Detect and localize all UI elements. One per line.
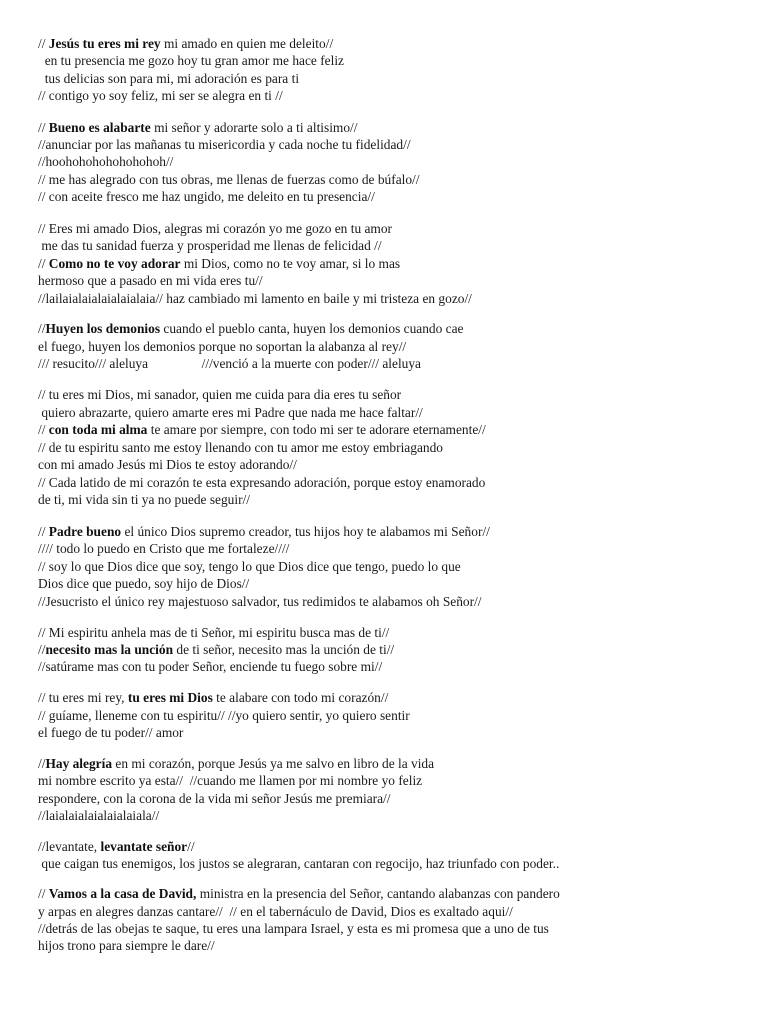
lyric-line (38, 153, 173, 170)
lyric-line (38, 523, 490, 540)
lyric-line (38, 188, 375, 205)
song-title-highlight: necesito mas la unción (45, 642, 174, 657)
lyric-text: ministra en la presencia del Señor, cantando alabanzas con pandero (196, 886, 560, 901)
lyric-text: //levantate, (38, 839, 101, 854)
lyric-text: // (38, 642, 46, 657)
lyric-text: // (38, 36, 49, 51)
lyric-text: // me has alegrado con tus obras, me llenas de fuerzas como de búfalo// (38, 172, 420, 187)
lyric-text: // con aceite fresco me haz ungido, me deleito en tu presencia// (38, 189, 375, 204)
lyric-line (38, 272, 263, 289)
lyric-text: el fuego de tu poder// amor (38, 725, 184, 740)
lyric-text: de ti, mi vida sin ti ya no puede seguir// (38, 492, 250, 507)
lyric-text: /// resucito/// aleluya ///venció a la muerte con poder/// aleluya (38, 356, 421, 371)
lyric-line (38, 52, 344, 69)
lyric-line (38, 456, 297, 473)
lyric-line (38, 593, 482, 610)
song-title-highlight: Hay alegría (45, 756, 113, 771)
lyric-text: // (187, 839, 195, 854)
lyric-text: mi nombre escrito ya esta// //cuando me llamen por mi nombre yo feliz (38, 773, 423, 788)
song-title-highlight: Bueno es alabarte (48, 120, 151, 135)
lyric-line (38, 937, 215, 954)
lyric-line (38, 474, 485, 491)
lyric-line (38, 355, 421, 372)
lyric-line (38, 136, 411, 153)
lyric-line (38, 641, 394, 658)
lyric-line (38, 119, 358, 136)
lyric-line (38, 87, 283, 104)
lyric-text: // de tu espiritu santo me estoy llenando con tu amor me estoy embriagando (38, 440, 443, 455)
lyric-text: me das tu sanidad fuerza y prosperidad me llenas de felicidad // (38, 238, 382, 253)
lyric-text: // (38, 256, 49, 271)
lyric-line (38, 724, 183, 741)
lyric-line (38, 421, 486, 438)
lyric-line (38, 689, 388, 706)
lyric-text: // guíame, lleneme con tu espiritu// //yo quiero sentir, yo quiero sentir (38, 708, 410, 723)
lyric-text: te amare por siempre, con todo mi ser te adorare eternamente// (147, 422, 486, 437)
lyric-text: // soy lo que Dios dice que soy, tengo lo que Dios dice que tengo, puedo lo que (38, 559, 461, 574)
lyric-line (38, 338, 406, 355)
lyric-line (38, 807, 159, 824)
lyric-line (38, 885, 560, 902)
lyric-line (38, 404, 423, 421)
lyric-line (38, 491, 250, 508)
lyric-text: // (38, 321, 46, 336)
lyric-text: cuando el pueblo canta, huyen los demonios cuando cae (160, 321, 464, 336)
song-title-highlight: Huyen los demonios (45, 321, 161, 336)
lyric-text: // (38, 120, 49, 135)
lyric-text: // tu eres mi rey, (38, 690, 128, 705)
song-title-highlight: Como no te voy adorar (48, 256, 181, 271)
lyric-text: // tu eres mi Dios, mi sanador, quien me cuida para dia eres tu señor (38, 387, 402, 402)
lyric-text: en tu presencia me gozo hoy tu gran amor me hace feliz (38, 53, 344, 68)
lyric-line (38, 707, 410, 724)
lyric-line (38, 920, 549, 937)
lyric-line (38, 772, 422, 789)
lyric-line (38, 35, 333, 52)
lyric-text: // (38, 756, 46, 771)
lyric-text: // (38, 886, 49, 901)
lyric-line (38, 320, 463, 337)
lyric-line (38, 755, 434, 772)
lyric-text: // (38, 422, 49, 437)
lyric-text: //laialaialaialaialaiala// (38, 808, 160, 823)
lyric-line (38, 838, 195, 855)
lyric-text: // Cada latido de mi corazón te esta expresando adoración, porque estoy enamorado (38, 475, 486, 490)
lyric-text: // Mi espiritu anhela mas de ti Señor, mi espiritu busca mas de ti// (38, 625, 390, 640)
lyric-line (38, 171, 420, 188)
song-title-highlight: con toda mi alma (48, 422, 148, 437)
lyric-text: hermoso que a pasado en mi vida eres tu// (38, 273, 263, 288)
lyric-line (38, 70, 299, 87)
lyric-text: respondere, con la corona de la vida mi señor Jesús me premiara// (38, 791, 391, 806)
lyric-line (38, 220, 392, 237)
lyric-line (38, 658, 382, 675)
lyric-text: Dios dice que puedo, soy hijo de Dios// (38, 576, 250, 591)
lyric-line (38, 237, 382, 254)
lyric-text: //anunciar por las mañanas tu misericordia y cada noche tu fidelidad// (38, 137, 411, 152)
lyric-text: te alabare con todo mi corazón// (212, 690, 389, 705)
lyric-line (38, 290, 472, 307)
song-title-highlight: Jesús tu eres mi rey (48, 36, 161, 51)
lyric-text: el fuego, huyen los demonios porque no soportan la alabanza al rey// (38, 339, 407, 354)
lyric-text: con mi amado Jesús mi Dios te estoy adorando// (38, 457, 297, 472)
lyric-text: tus delicias son para mi, mi adoración es para ti (38, 71, 300, 86)
lyric-text: mi señor y adorarte solo a ti altisimo// (150, 120, 358, 135)
lyric-text: de ti señor, necesito mas la unción de ti// (173, 642, 395, 657)
lyric-text: //Jesucristo el único rey majestuoso salvador, tus redimidos te alabamos oh Señor// (38, 594, 482, 609)
lyric-line (38, 558, 461, 575)
lyric-line (38, 624, 389, 641)
lyric-text: quiero abrazarte, quiero amarte eres mi Padre que nada me hace faltar// (38, 405, 423, 420)
lyric-text: //satúrame mas con tu poder Señor, enciende tu fuego sobre mi// (38, 659, 383, 674)
lyric-line (38, 575, 249, 592)
lyric-text: y arpas en alegres danzas cantare// // en el tabernáculo de David, Dios es exaltado aqui// (38, 904, 513, 919)
lyric-text: mi Dios, como no te voy amar, si lo mas (180, 256, 401, 271)
lyric-text: que caigan tus enemigos, los justos se alegraran, cantaran con regocijo, haz triunfado con poder.. (38, 856, 560, 871)
lyric-line (38, 255, 400, 272)
lyric-line (38, 540, 289, 557)
song-title-highlight: tu eres mi Dios (127, 690, 213, 705)
lyric-line (38, 903, 513, 920)
lyric-text: el único Dios supremo creador, tus hijos hoy te alabamos mi Señor// (121, 524, 490, 539)
song-title-highlight: Vamos a la casa de David, (48, 886, 197, 901)
lyric-line (38, 855, 559, 872)
lyric-line (38, 386, 401, 403)
lyric-text: //// todo lo puedo en Cristo que me fortaleze//// (38, 541, 290, 556)
lyric-text: // contigo yo soy feliz, mi ser se alegra en ti // (38, 88, 283, 103)
lyric-text: hijos trono para siempre le dare// (38, 938, 215, 953)
lyric-text: //detrás de las obejas te saque, tu eres una lampara Israel, y esta es mi promesa que a uno de tus (38, 921, 549, 936)
song-title-highlight: Padre bueno (48, 524, 122, 539)
lyric-text: mi amado en quien me deleito// (160, 36, 334, 51)
lyric-text: // Eres mi amado Dios, alegras mi corazón yo me gozo en tu amor (38, 221, 393, 236)
song-title-highlight: levantate señor (100, 839, 188, 854)
lyric-text: // (38, 524, 49, 539)
lyric-text: //hoohohohohohohohoh// (38, 154, 174, 169)
lyric-line (38, 439, 443, 456)
lyric-text: //lailaialaialaialaialaia// haz cambiado mi lamento en baile y mi tristeza en gozo// (38, 291, 472, 306)
lyric-line (38, 790, 391, 807)
lyric-text: en mi corazón, porque Jesús ya me salvo en libro de la vida (112, 756, 435, 771)
